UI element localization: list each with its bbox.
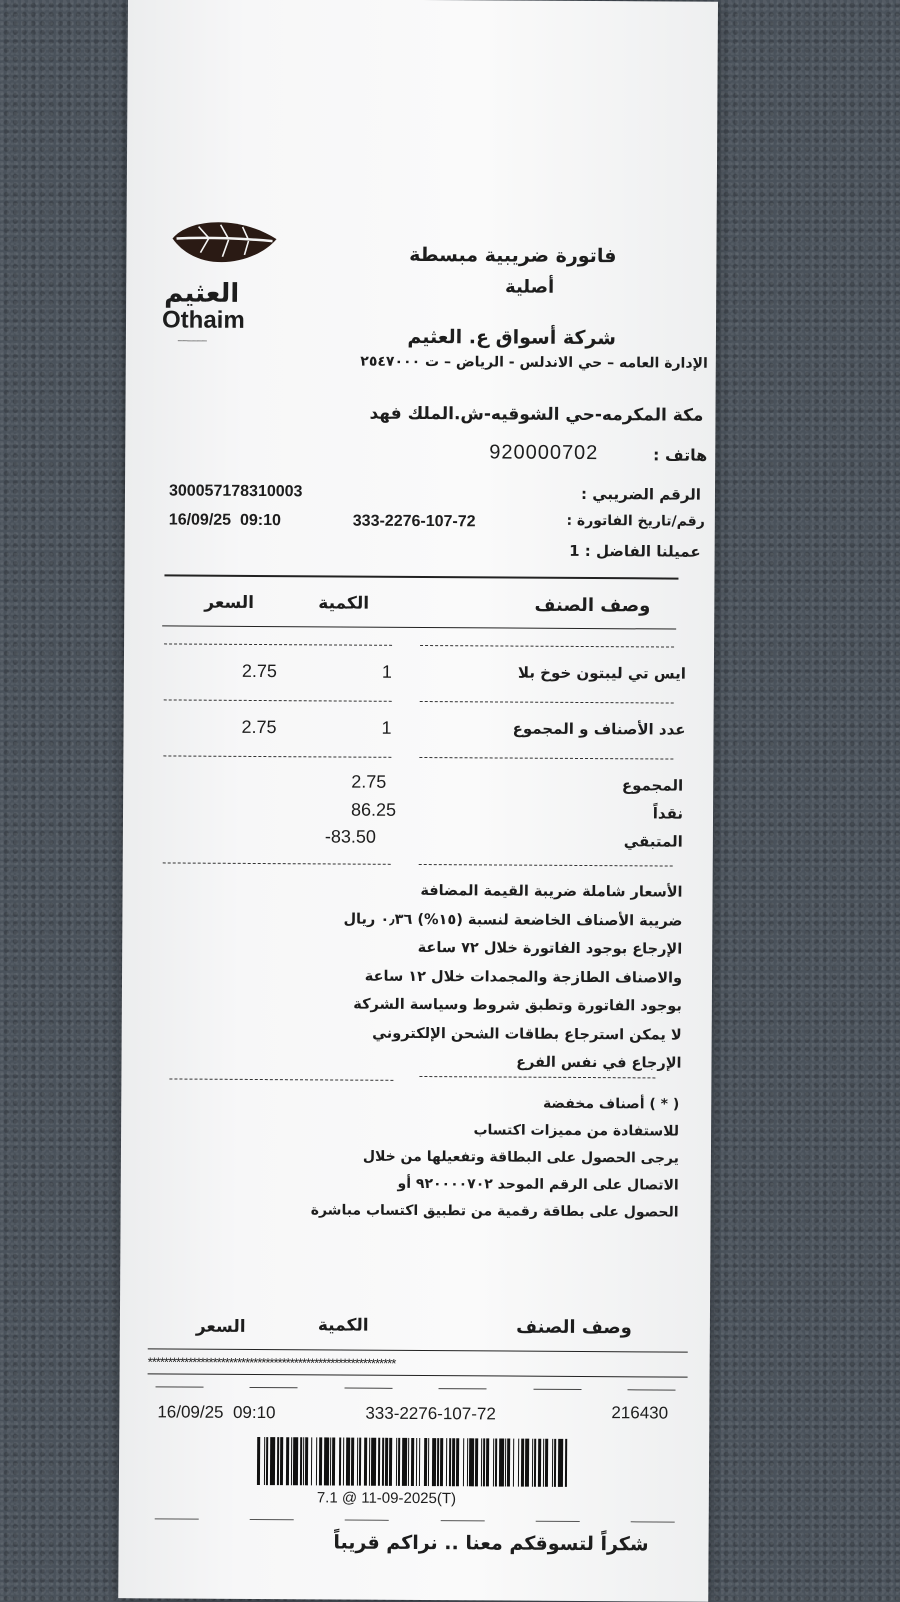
barcode-bar <box>534 1439 536 1487</box>
item-quantity: 1 <box>381 661 392 682</box>
barcode-bar <box>552 1439 554 1487</box>
barcode-bar <box>385 1438 388 1486</box>
phone-number: 920000702 <box>489 441 599 465</box>
barcode-bar <box>469 1438 474 1486</box>
divider <box>419 1076 655 1078</box>
promo-line: ( * ) أصناف مخفضة <box>542 1095 680 1113</box>
barcode-bar <box>410 1438 413 1486</box>
barcode-bar <box>398 1438 400 1486</box>
barcode-bar <box>264 1437 266 1485</box>
footer-code: 216430 <box>611 1403 669 1423</box>
invoice-title: فاتورة ضريبية مبسطة <box>409 243 617 268</box>
thank-you-message: شكراً لتسوقكم معنا .. نراكم قريباً <box>333 1531 649 1556</box>
system-version: 7.1 @ 11-09-2025(T) <box>316 1489 457 1508</box>
barcode-bar <box>277 1437 279 1485</box>
note-line: والاصناف الطازجة والمجمدات خلال ١٢ ساعة <box>364 968 683 987</box>
promo-line: للاستفادة من مميزات اكتساب <box>473 1122 680 1140</box>
barcode-bar <box>449 1438 451 1486</box>
othaim-leaf-logo-icon <box>168 216 280 275</box>
barcode-bar <box>408 1438 410 1486</box>
divider <box>419 757 673 760</box>
barcode-bar <box>293 1437 298 1485</box>
barcode-bar <box>463 1438 465 1486</box>
barcode-bar <box>467 1438 469 1486</box>
column-price: السعر <box>204 592 255 613</box>
barcode-bar <box>290 1437 292 1485</box>
item-price: 2.75 <box>241 660 278 682</box>
barcode-bar <box>369 1438 371 1486</box>
company-name: شركة أسواق ع. العثيم <box>407 325 617 350</box>
note-line: ضريبة الأصناف الخاضعة لنسبة (١٥%) ٠٫٣٦ ريال <box>343 911 683 930</box>
barcode-bar <box>382 1438 384 1486</box>
barcode-bar <box>311 1437 313 1485</box>
note-line: الأسعار شاملة ضريبة القيمة المضافة <box>420 883 683 901</box>
note-line: لا يمكن استرجاع بطاقات الشحن الإلكتروني <box>372 1025 682 1044</box>
item-description: ايس تي ليبتون خوخ بلا <box>517 663 686 683</box>
footer-dashes <box>156 1386 676 1390</box>
branch-address: مكة المكرمه-حي الشوقيه-ش.الملك فهد <box>369 403 704 426</box>
barcode-bar <box>456 1438 459 1486</box>
barcode-bar <box>432 1438 437 1486</box>
barcode-bar <box>351 1438 354 1486</box>
barcode-bar <box>480 1438 482 1486</box>
logo-english: Othaim <box>161 306 245 334</box>
barcode-bar <box>440 1438 443 1486</box>
barcode-bar <box>300 1437 302 1485</box>
footer-column-description: وصف الصنف <box>516 1316 632 1339</box>
barcode-bar <box>437 1438 439 1486</box>
barcode-bar <box>270 1437 275 1485</box>
footer-dashes <box>155 1518 675 1522</box>
items-count-label: عدد الأصناف و المجموع <box>512 719 686 739</box>
divider <box>164 699 392 701</box>
barcode-bar <box>542 1439 544 1487</box>
barcode-bar <box>389 1438 392 1486</box>
barcode-bar <box>507 1439 510 1487</box>
barcode-bar <box>305 1437 308 1485</box>
customer-line: عميلنا الفاضل : 1 <box>569 541 701 561</box>
barcode-bar <box>371 1438 376 1486</box>
note-line: الإرجاع بوجود الفاتورة خلال ٧٢ ساعة <box>417 939 683 958</box>
receipt-paper <box>118 0 718 1602</box>
barcode-bar <box>545 1439 548 1487</box>
total-value: 2.75 <box>351 771 387 792</box>
barcode-bar <box>486 1438 489 1486</box>
divider <box>148 1373 688 1377</box>
barcode-bar <box>280 1437 283 1485</box>
barcode-bar <box>324 1437 329 1485</box>
barcode-bar <box>518 1439 520 1487</box>
barcode-bar <box>266 1437 268 1485</box>
barcode-bar <box>565 1439 567 1487</box>
invoice-subtitle: أصلية <box>504 276 555 298</box>
barcode-bar <box>286 1437 289 1485</box>
invoice-number: 333-2276-107-72 <box>352 512 476 531</box>
barcode-bar <box>332 1437 335 1485</box>
items-count: 1 <box>381 717 392 738</box>
barcode-bar <box>445 1438 447 1486</box>
barcode-bar <box>339 1438 341 1486</box>
note-line: بوجود الفاتورة وتطبق شروط وسياسة الشركة <box>353 996 682 1015</box>
divider <box>164 574 678 579</box>
promo-line: يرجى الحصول على البطاقة وتفعيلها من خلال <box>362 1148 679 1167</box>
barcode-bar <box>357 1438 359 1486</box>
remaining-label: المتبقي <box>623 832 683 851</box>
barcode-bar <box>396 1438 398 1486</box>
barcode-bar <box>513 1439 515 1487</box>
barcode-bar <box>428 1438 430 1486</box>
column-description: وصف الصنف <box>534 594 651 617</box>
promo-line: الحصول على بطاقة رقمية من تطبيق اكتساب مباشرة <box>310 1202 679 1221</box>
barcode-bar <box>495 1438 497 1486</box>
divider <box>420 701 674 704</box>
barcode-bar <box>558 1439 563 1487</box>
note-line: الإرجاع في نفس الفرع <box>516 1054 682 1072</box>
barcode-bar <box>330 1437 332 1485</box>
footer-column-quantity: الكمية <box>317 1315 369 1336</box>
barcode-bar <box>378 1438 380 1486</box>
footer-column-price: السعر <box>195 1316 246 1337</box>
barcode-bar <box>419 1438 421 1486</box>
barcode-bar <box>505 1439 507 1487</box>
barcode-bar <box>492 1438 494 1486</box>
barcode-bar <box>359 1438 361 1486</box>
cash-label: نقداً <box>652 804 684 823</box>
divider <box>164 643 392 645</box>
divider <box>163 755 391 757</box>
barcode-bar <box>521 1439 524 1487</box>
footer-invoice-number: 333-2276-107-72 <box>365 1403 496 1424</box>
divider <box>420 645 674 648</box>
barcode-bar <box>554 1439 556 1487</box>
barcode-bar <box>364 1438 367 1486</box>
invoice-datetime: 16/09/25 09:10 <box>168 511 281 530</box>
remaining-value: -83.50 <box>324 826 376 847</box>
barcode-bar <box>532 1439 534 1487</box>
logo-tagline: ────── <box>177 336 207 346</box>
barcode-bar <box>402 1438 407 1486</box>
barcode-bar <box>538 1439 541 1487</box>
barcode-bar <box>303 1437 305 1485</box>
tax-number-label: الرقم الضريبي : <box>580 484 702 504</box>
barcode-bar <box>346 1438 351 1486</box>
divider <box>162 625 676 629</box>
invoice-barcode <box>257 1437 569 1487</box>
barcode-bar <box>416 1438 418 1486</box>
tax-number: 300057178310003 <box>168 482 303 501</box>
barcode-bar <box>316 1437 318 1485</box>
invoice-number-label: رقم/تاريخ الفاتورة : <box>566 512 705 530</box>
barcode-bar <box>257 1437 260 1485</box>
items-total: 2.75 <box>241 716 277 738</box>
barcode-bar <box>475 1438 478 1486</box>
divider <box>163 862 391 864</box>
barcode-bar <box>424 1438 427 1486</box>
divider <box>169 1078 393 1080</box>
loyalty-promo <box>311 1089 680 1226</box>
footer-datetime: 16/09/25 09:10 <box>157 1402 276 1423</box>
column-quantity: الكمية <box>318 593 370 614</box>
barcode-bar <box>319 1437 322 1485</box>
total-label: المجموع <box>621 776 684 795</box>
barcode-bar <box>452 1438 455 1486</box>
divider <box>148 1348 688 1352</box>
barcode-bar <box>343 1438 345 1486</box>
cash-value: 86.25 <box>350 799 397 820</box>
divider <box>419 864 673 867</box>
barcode-bar <box>483 1438 485 1486</box>
star-separator: ************************************************************* <box>147 1354 396 1371</box>
barcode-bar <box>525 1439 530 1487</box>
logo-arabic: العثيم <box>164 278 240 309</box>
promo-line: الاتصال على الرقم الموحد ٩٢٠٠٠٠٧٠٢ أو <box>397 1175 679 1194</box>
barcode-bar <box>499 1438 504 1486</box>
phone-label: هاتف : <box>653 445 708 465</box>
company-address: الإدارة العامه – حي الاندلس - الرياض – ت ٢٥٤٧٠٠٠ <box>360 353 708 372</box>
policy-notes <box>343 877 683 1079</box>
